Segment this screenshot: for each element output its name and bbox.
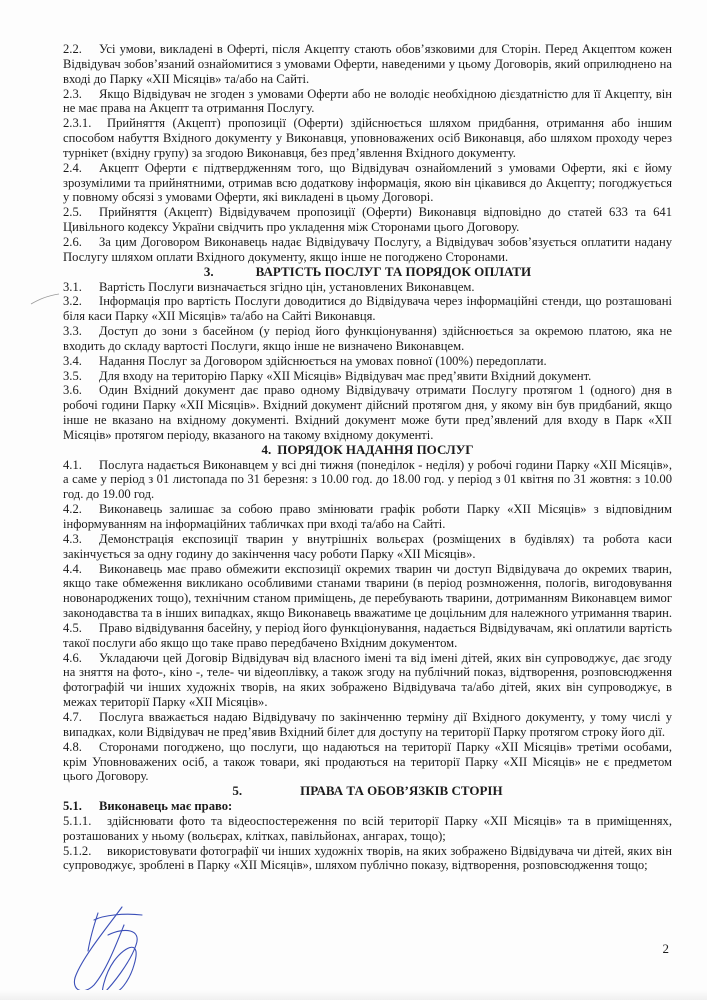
- clause-3-4: 3.4. Надання Послуг за Договором здійснюється на умовах повної (100%) передоплати.: [63, 353, 547, 368]
- clause-4-7: 4.7. Послуга вважається надаю Відвідувачу по закінченню терміну дії Вхідного документу, у тому числі у випадках, коли Відвідувач не пред’явив Вхідний білет для доступу на території Парку протягом строку його дії.: [63, 709, 672, 739]
- document-page: [63, 42, 672, 873]
- clause-3-2: 3.2. Інформація про вартість Послуги доводитися до Відвідувача через інформаційні стенди, що розташовані біля каси Парку «XII Місяців» та/або на Сайті Виконавця.: [63, 294, 672, 324]
- section-heading-5: 5. ПРАВА ТА ОБОВ’ЯЗКІВ СТОРІН: [232, 783, 503, 799]
- clause-4-6: 4.6. Укладаючи цей Договір Відвідувач від власного імені та від імені дітей, яких він супроводжує, дає згоду на зняття на фото-, кіно -, теле- чи відеоплівку, а також згоду на публічний показ, відтворення, розповсюдження фотографій чи інших художніх творів, на яких зображено Відвідувача та/або дітей, яких він супроводжує, в межах території Парку «XII Місяців».: [63, 650, 672, 710]
- clause-5-1-2: 5.1.2. використовувати фотографії чи інших художніх творів, на яких зображено Відвідувача чи дітей, яких він супроводжує, зроблені в Парку «XII Місяців», шляхом публічно показу, відтворення, розповсюдження тощо;: [63, 843, 672, 873]
- page-number: 2: [662, 941, 669, 956]
- clause-2-4: 2.4. Акцепт Оферти є підтвердженням того, що Відвідувач ознайомлений з умовами Оферти, які є йому зрозумілими та прийнятними, отримав всю додаткову інформація, якою він цікавився до Акцепту; погоджується у повному обсязі з умовами Оферти, які викладені в цьому Договорі.: [63, 160, 672, 205]
- clause-5-1-1: 5.1.1. здійснювати фото та відеоспостереження по всій території Парку «XII Місяців» та в приміщеннях, розташованих у ньому (вольєрах, клітках, павільйонах, ангарах, тощо);: [63, 813, 672, 843]
- clause-3-6: 3.6. Один Вхідний документ дає право одному Відвідувачу отримати Послугу протягом 1 (одного) дня в робочі години Парку «XII Місяців». Вхідний документ дійсний протягом дня, у якому він був придбаний, якщо інше не вказано на вхідному документі. Вхідний документ може бути пред’явлений для входу в Парк «XII Місяців» протягом періоду, вказаного на такому вхідному документі.: [63, 383, 672, 442]
- signature-icon: [64, 905, 174, 1000]
- clause-4-1: 4.1. Послуга надається Виконавцем у всі дні тижня (понеділок - неділя) у робочі години Парку «XII Місяців», а саме у період з 01 листопада по 31 березня: з 10.00 год. до 18.00 год. у період з 01 квітня по 31 жовтня: з 10.00 год. до 19.00 год.: [63, 457, 672, 502]
- section-heading-3: 3. ВАРТІСТЬ ПОСЛУГ ТА ПОРЯДОК ОПЛАТИ: [203, 263, 532, 279]
- clause-4-3: 4.3. Демонстрація експозиції тварин у внутрішніх вольєрах (розміщених в будівлях) та робота каси закінчується за одну годину до закінчення часу роботи Парку «XII Місяців».: [63, 531, 672, 561]
- clause-4-4: 4.4. Виконавець має право обмежити експозиції окремих тварин чи доступ Відвідувача до окремих тварин, якщо таке обмеження викликано особливими станами тварини (в період розмноження, пологів, вигодовування новонароджених тощо), технічним станом приміщень, де перебувають тварини, дотриманням Виконавцем вимог законодавства та в інших випадках, якщо Виконавець вважатиме це доцільним для належного утримання тварин.: [63, 561, 672, 621]
- pen-margin-mark-icon: [30, 292, 60, 306]
- clause-5-1: 5.1. Виконавець має право:: [63, 799, 233, 814]
- section-heading-4: 4. ПОРЯДОК НАДАННЯ ПОСЛУГ: [261, 441, 474, 457]
- clause-4-5: 4.5. Право відвідування басейну, у період його функціонування, надається Відвідувачам, які оплатили вартість такої послуги або якщо що таке право передбачено Вхідним документом.: [63, 620, 672, 650]
- clause-2-3-1: 2.3.1. Прийняття (Акцепт) пропозиції (Оферти) здійснюється шляхом придбання, отримання або іншим способом набуття Вхідного документу у Виконавця, уповноважених осіб Виконавця, або шляхом проходу через турнікет (вхідну групу) за згодою Виконавця, без пред’явлення Вхідного документу.: [63, 116, 672, 160]
- clause-4-2: 4.2. Виконавець залишає за собою право змінювати графік роботи Парку «XII Місяців» з відповідним інформуванням на інформаційних табличках при вході та/або на Сайті.: [63, 502, 672, 531]
- clause-3-1: 3.1. Вартість Послуги визначається згідно цін, установлених Виконавцем.: [63, 279, 475, 294]
- clause-2-5: 2.5. Прийняття (Акцепт) Відвідувачем пропозиції (Оферти) Виконавця відповідно до статей 633 та 641 Цивільного кодексу України свідчить про укладення між Сторонами цього Договору.: [63, 205, 672, 235]
- clause-4-8: 4.8. Сторонами погоджено, що послуги, що надаються на території Парку «XII Місяців» третіми особами, крім Уповноважених осіб, а також товари, які продаються на території Парку «XII Місяців» не є предметом цього Договору.: [63, 739, 672, 784]
- clause-3-3: 3.3. Доступ до зони з басейном (у період його функціонування) здійснюється за окремою платою, яка не входить до складу вартості Послуги, якщо інше не визначено Виконавцем.: [63, 324, 672, 353]
- clause-2-2: 2.2. Усі умови, викладені в Оферті, після Акцепту стають обов’язковими для Сторін. Перед Акцептом кожен Відвідувач зобов’язаний ознайомитися з умовами Оферти, наведеними у цьому Договорів, який оприлюднено на вході до Парку «XII Місяців» та/або на Сайті.: [63, 42, 672, 86]
- clause-2-6: 2.6. За цим Договором Виконавець надає Відвідувачу Послугу, а Відвідувач зобов’язується оплатити надану Послугу шляхом оплати Вхідного документу, якщо інше не погоджено Сторонами.: [63, 234, 672, 264]
- clause-3-5: 3.5. Для входу на територію Парку «XII Місяців» Відвідувач має пред’явити Вхідний документ.: [63, 368, 592, 383]
- clause-2-3: 2.3. Якщо Відвідувач не згоден з умовами Оферти або не володіє необхідною дієздатністю для її Акцепту, він не має права на Акцепт та отримання Послугу.: [63, 86, 672, 116]
- scan-edge-shadow: [0, 990, 707, 1000]
